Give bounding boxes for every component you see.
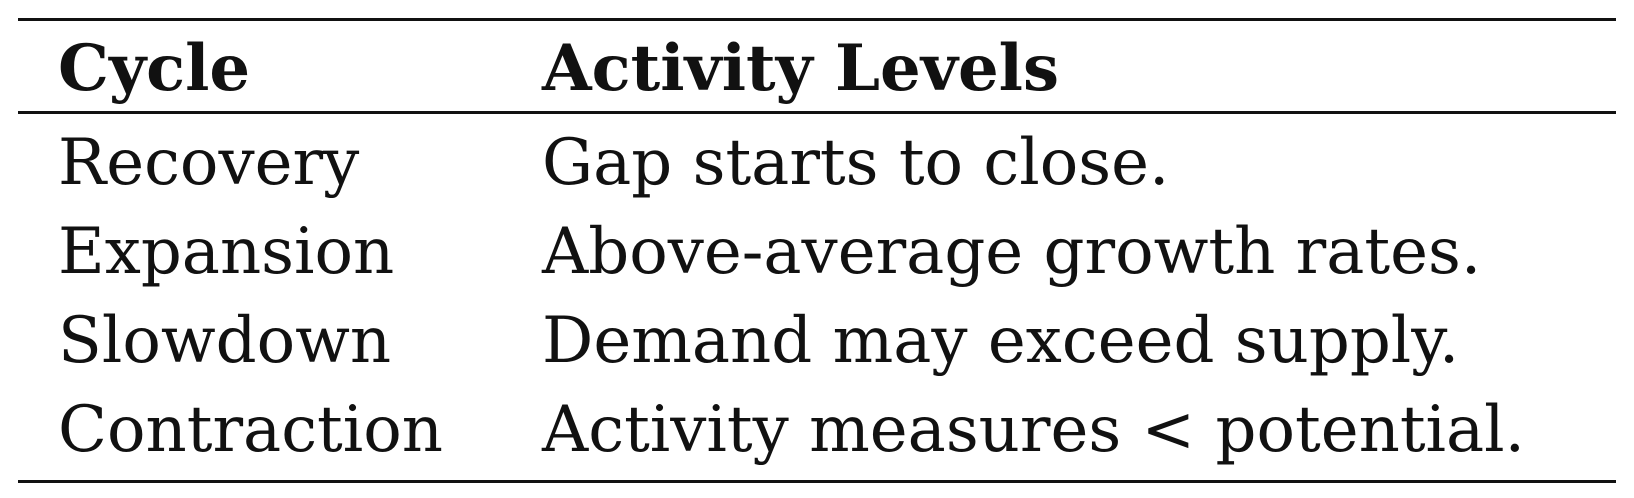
- table-row: [18, 385, 1616, 482]
- business-cycle-table: [18, 18, 1616, 483]
- cycle-cell: Expansion: [58, 214, 395, 289]
- header-activity-levels: Activity Levels: [542, 30, 1059, 106]
- table-row: [18, 296, 1616, 385]
- activity-cell: Gap starts to close.: [542, 125, 1170, 200]
- cycle-cell: Slowdown: [58, 303, 392, 378]
- cycle-cell: Contraction: [58, 392, 443, 467]
- activity-cell: Above-average growth rates.: [542, 214, 1482, 289]
- table-row: [18, 113, 1616, 208]
- cycle-cell: Recovery: [58, 125, 360, 200]
- header-cycle: Cycle: [58, 30, 251, 106]
- header-row: [18, 20, 1616, 113]
- table-row: [18, 207, 1616, 296]
- business-cycle-table-container: [18, 18, 1616, 483]
- table-body: [18, 113, 1616, 482]
- table-header: [18, 20, 1616, 113]
- activity-cell: Activity measures < potential.: [542, 392, 1525, 467]
- activity-cell: Demand may exceed supply.: [542, 303, 1460, 378]
